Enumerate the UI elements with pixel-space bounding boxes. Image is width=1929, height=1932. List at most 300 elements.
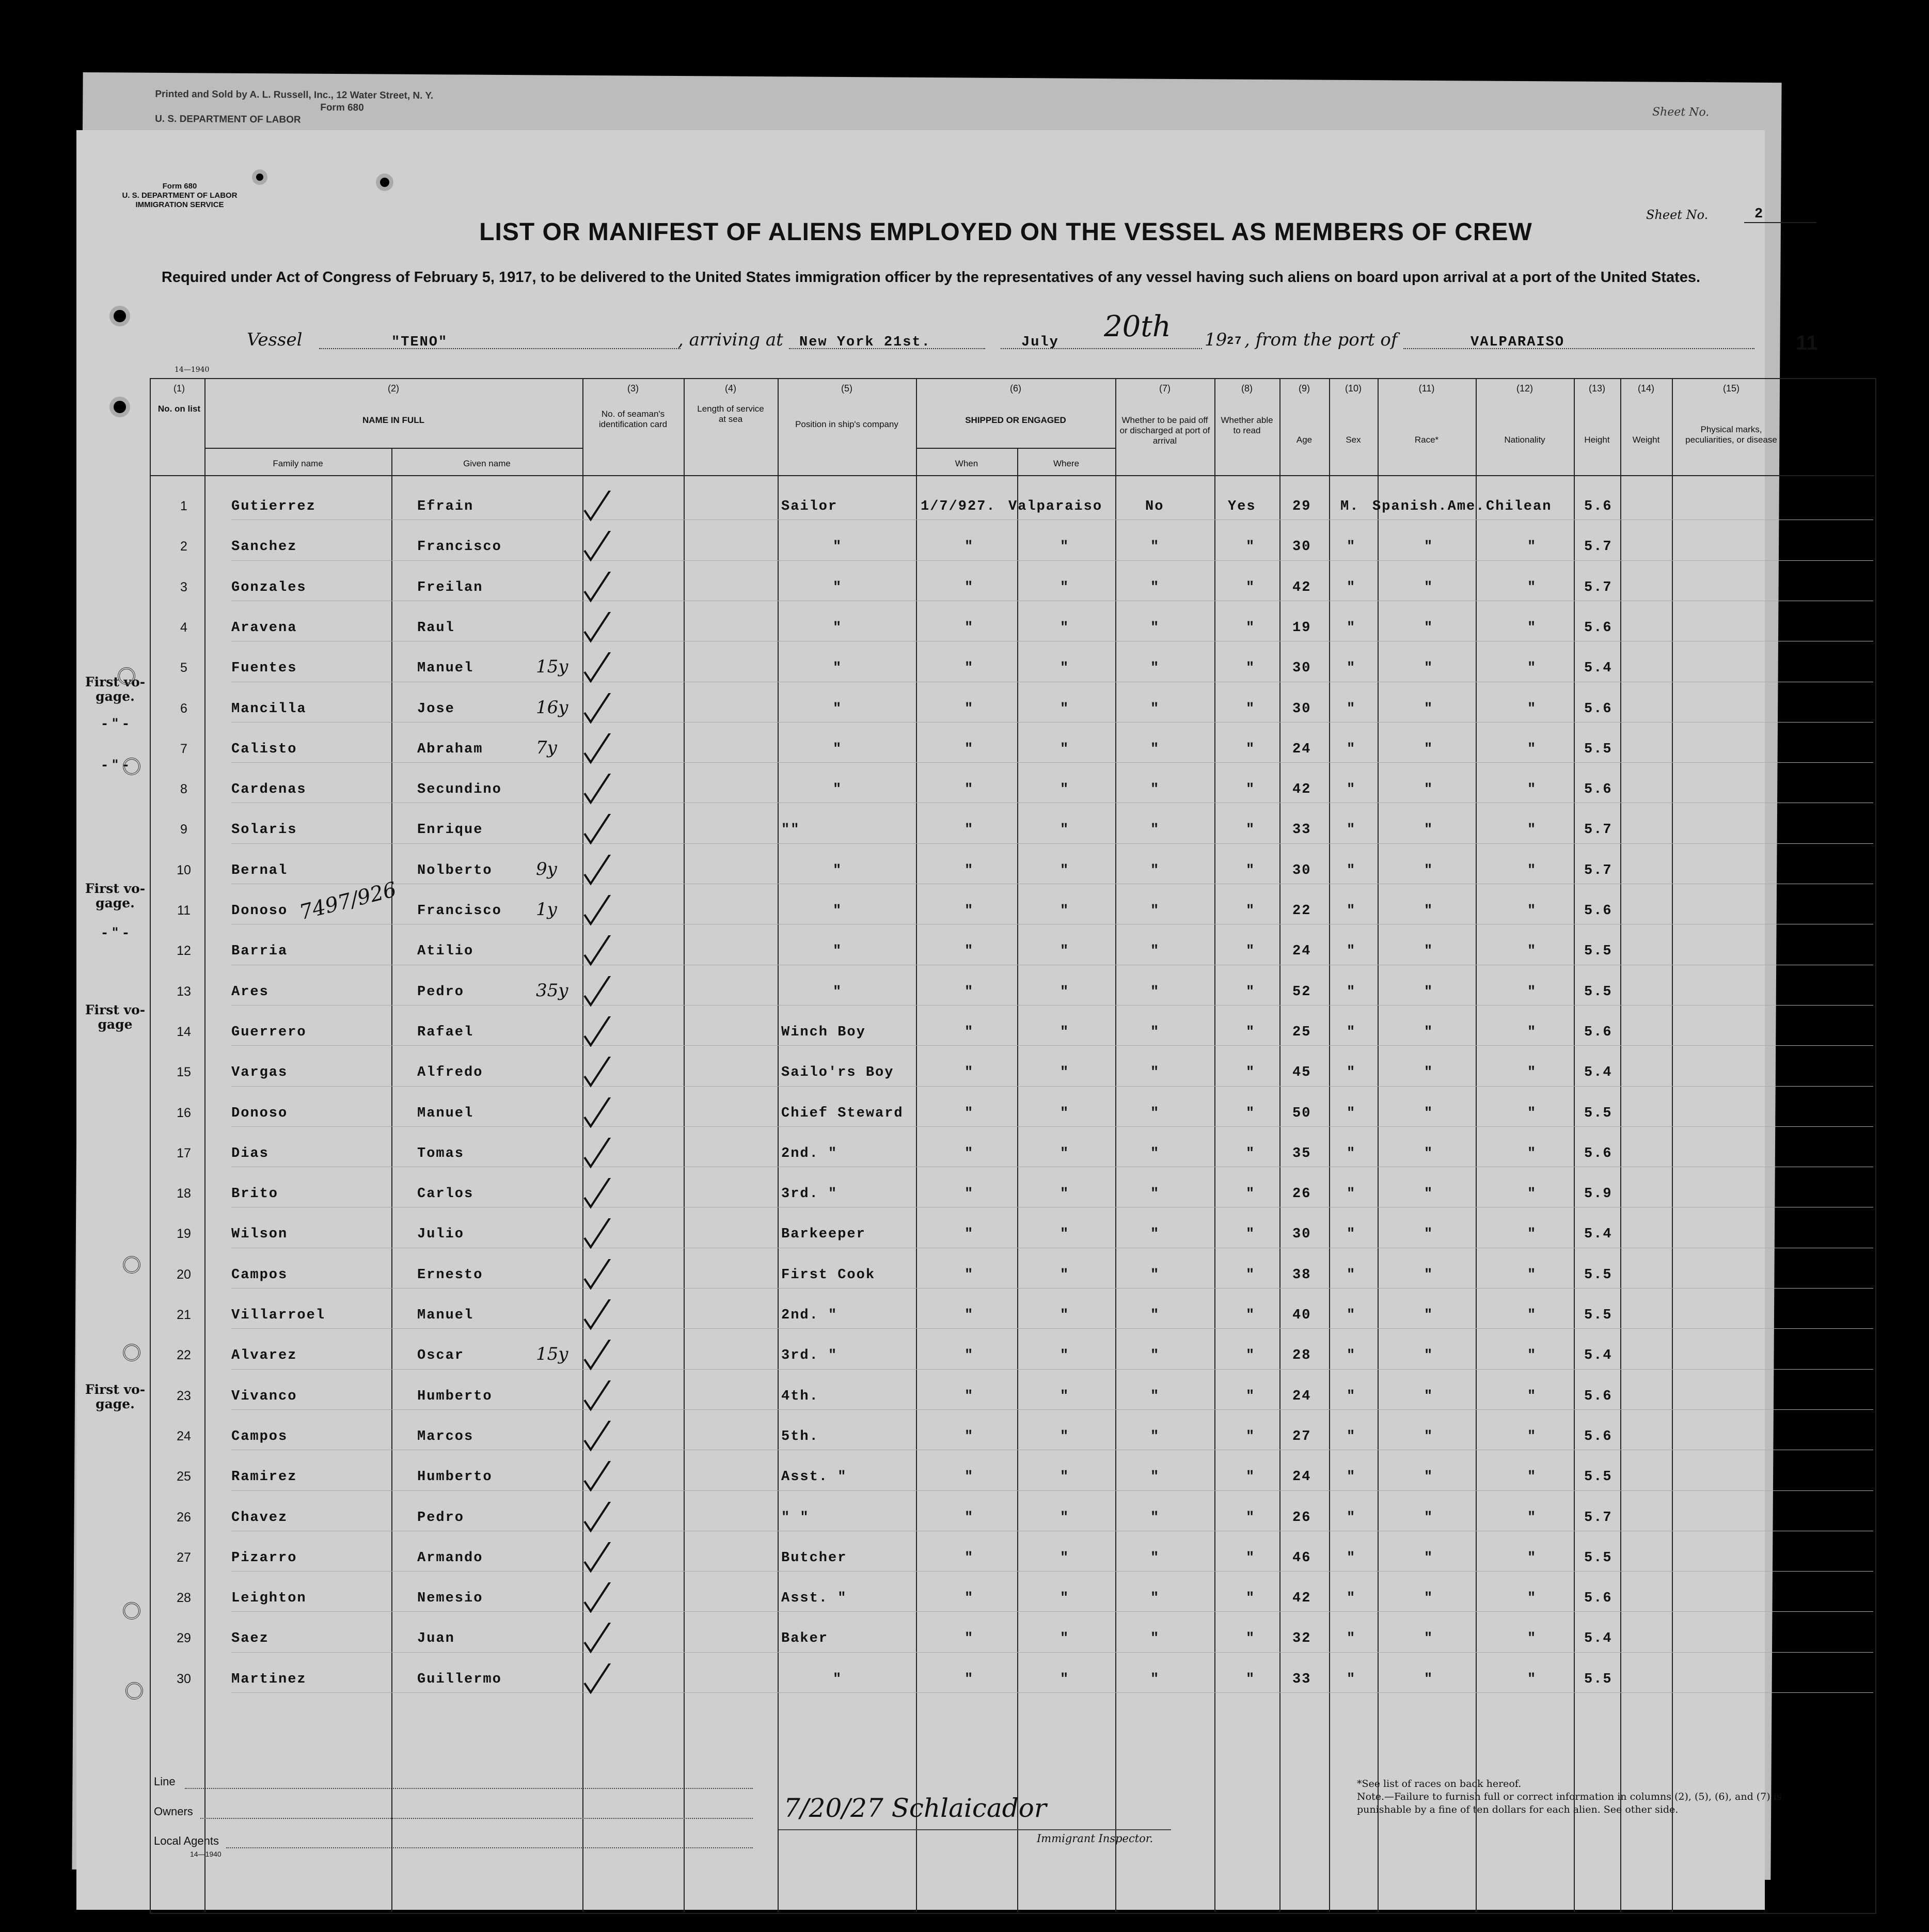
row-number: 27 [177,1550,191,1565]
penalty-note: Note.—Failure to furnish full or correct information in columns (2), (5), (6), and (7) is punishable by a fine of ten dollars for each alien. See other side. [1357,1791,1782,1815]
age: 42 [1292,1591,1311,1607]
able-to-read: " [1246,1227,1256,1243]
position: " [833,620,843,636]
colnum-5: (5) [841,383,852,394]
position: " [833,984,843,1000]
head-paid-off: Whether to be paid off or discharged at port of arrival [1119,415,1210,446]
check-mark [582,652,613,683]
row-number: 5 [180,661,187,676]
race: " [1424,1308,1434,1323]
age: 28 [1292,1348,1311,1364]
given-name: Pedro [417,984,465,1000]
vessel-name: "TENO" [391,335,448,350]
sex: " [1347,539,1356,555]
able-to-read: " [1246,1631,1256,1647]
margin-mark-5 [123,1602,140,1620]
underlying-sheet-number: Sheet No. [1652,105,1710,119]
family-name: Fuentes [231,661,297,677]
given-name: Alfredo [417,1065,483,1081]
shipped-where: " [1060,782,1070,798]
row-rule [231,1086,1873,1087]
able-to-read: " [1246,701,1256,717]
position: " [833,782,843,798]
able-to-read: " [1246,741,1256,757]
divider-c14-end [1672,378,1673,1912]
check-mark [582,572,613,603]
given-name: Ernesto [417,1267,483,1283]
race: " [1424,1105,1434,1121]
shipped-where: " [1060,1186,1070,1202]
paid-off: " [1150,1469,1160,1485]
position: " " [781,1510,810,1526]
nationality: " [1527,984,1537,1000]
height: 5.6 [1584,1388,1612,1404]
family-name: Solaris [231,822,297,838]
position: Baker [781,1631,829,1647]
family-name: Pizarro [231,1550,297,1566]
paid-off: " [1150,1267,1160,1283]
check-mark [582,976,613,1007]
height: 5.5 [1584,984,1612,1000]
race: " [1424,903,1434,919]
position: " [833,1671,843,1687]
vessel-blank [319,348,681,349]
shipped-when: " [964,822,974,838]
paid-off: " [1150,1510,1160,1526]
form-identifier [118,182,242,210]
position: " [833,862,843,878]
given-name: Humberto [417,1469,493,1485]
shipped-where: " [1060,1024,1070,1040]
family-name: Sanchez [231,539,297,555]
check-mark [582,1299,613,1330]
sex: " [1347,1428,1356,1444]
age: 27 [1292,1428,1311,1444]
nationality: " [1527,1510,1537,1526]
given-name: Juan [417,1631,455,1647]
family-name: Ares [231,984,269,1000]
age: 30 [1292,862,1311,878]
position: Asst. " [781,1591,847,1607]
row-number: 13 [177,984,191,999]
shipped-where: " [1060,539,1070,555]
punch-hole-staple [376,174,393,191]
footer-line-label: Line [154,1775,176,1788]
race: " [1424,1671,1434,1687]
margin-note-first-voyage-4: First vo-gage. [85,1382,146,1411]
paid-off: " [1150,1428,1160,1444]
shipped-where: " [1060,944,1070,960]
check-mark [582,1259,613,1290]
age: 22 [1292,903,1311,919]
able-to-read: " [1246,1024,1256,1040]
punch-hole-second [109,397,130,417]
family-name: Campos [231,1428,288,1444]
paid-off: " [1150,1388,1160,1404]
row-rule [231,560,1873,561]
height: 5.5 [1584,741,1612,757]
race: " [1424,944,1434,960]
able-to-read: " [1246,620,1256,636]
age: 26 [1292,1186,1311,1202]
colnum-3: (3) [627,383,639,394]
shipped-where: " [1060,1631,1070,1647]
shipped-where: " [1060,862,1070,878]
age: 30 [1292,1227,1311,1243]
length-of-service: 16y [536,697,568,718]
colnum-9: (9) [1299,383,1310,394]
paid-off: " [1150,1145,1160,1161]
check-mark [582,1542,613,1573]
header-bottom-line [150,475,1874,476]
shipped-where: " [1060,984,1070,1000]
paid-off: " [1150,862,1160,878]
able-to-read: " [1246,1510,1256,1526]
given-name: Jose [417,701,455,717]
shipped-when: 1/7/927. [921,499,996,514]
check-mark [582,1178,613,1209]
given-name: Pedro [417,1510,465,1526]
row-rule [231,1611,1873,1612]
age: 24 [1292,1388,1311,1404]
age: 42 [1292,579,1311,595]
paid-off: " [1150,539,1160,555]
head-where: Where [1053,459,1080,468]
family-name: Wilson [231,1227,288,1243]
row-number: 22 [177,1348,191,1363]
punch-hole-staple-2 [252,169,267,185]
race: " [1424,661,1434,677]
age: 24 [1292,1469,1311,1485]
given-name: Raul [417,620,455,636]
height: 5.7 [1584,1510,1612,1526]
given-name: Rafael [417,1024,474,1040]
nationality: " [1527,539,1537,555]
race: " [1424,1065,1434,1081]
position: " [833,903,843,919]
check-mark [582,855,613,886]
given-name: Manuel [417,1105,474,1121]
head-physical-marks: Physical marks, peculiarities, or disease [1685,425,1777,445]
able-to-read: " [1246,1550,1256,1566]
paid-off: " [1150,1671,1160,1687]
row-rule [231,1045,1873,1046]
year-prefix: 19 [1205,329,1227,350]
crew-table [150,378,1876,1914]
position: 3rd. " [781,1186,838,1202]
form-number: Form 680 [162,182,197,191]
check-mark [582,1663,613,1694]
sex: " [1347,1145,1356,1161]
given-name: Manuel [417,661,474,677]
age: 30 [1292,539,1311,555]
shipped-when: " [964,944,974,960]
able-to-read: " [1246,1348,1256,1364]
race: " [1424,984,1434,1000]
dept-top: U. S. DEPARTMENT OF LABOR [155,113,301,125]
paid-off: " [1150,944,1160,960]
position: Asst. " [781,1469,847,1485]
check-mark [582,1502,613,1533]
row-number: 15 [177,1065,191,1080]
height: 5.7 [1584,862,1612,878]
race: " [1424,1510,1434,1526]
position: Sailor [781,499,838,514]
length-of-service: 9y [536,858,557,879]
row-number: 9 [180,822,187,837]
check-mark [582,1057,613,1088]
age: 45 [1292,1065,1311,1081]
nationality: " [1527,1469,1537,1485]
shipped-where: " [1060,661,1070,677]
check-mark [582,491,613,522]
nationality: " [1527,1428,1537,1444]
nationality: " [1527,1024,1537,1040]
row-rule [231,1652,1873,1653]
shipped-where: " [1060,741,1070,757]
family-name: Alvarez [231,1348,297,1364]
shipped-when: " [964,539,974,555]
sex: " [1347,1469,1356,1485]
paid-off: " [1150,661,1160,677]
shipped-where: " [1060,1105,1070,1121]
sex: " [1347,1065,1356,1081]
shipped-when: " [964,1550,974,1566]
margin-note-first-voyage-1: First vo-gage. [85,674,146,704]
family-name: Mancilla [231,701,307,717]
position: " [833,579,843,595]
race: " [1424,1267,1434,1283]
check-mark [582,733,613,764]
sheet-label: Sheet No. [1646,208,1709,222]
shipped-when: " [964,1105,974,1121]
able-to-read: " [1246,1186,1256,1202]
footer-owners-label: Owners [154,1805,193,1818]
check-mark [582,1016,613,1047]
footer-line-blank [185,1788,753,1789]
paid-off: " [1150,1591,1160,1607]
paid-off: " [1150,741,1160,757]
colnum-2: (2) [388,383,399,394]
row-number: 30 [177,1671,191,1686]
nationality: " [1527,1308,1537,1323]
row-number: 23 [177,1388,191,1403]
colnum-15: (15) [1722,383,1740,394]
height: 5.6 [1584,499,1612,514]
row-rule [231,1369,1873,1370]
nationality: " [1527,1267,1537,1283]
check-mark [582,1582,613,1613]
shipped-where: " [1060,1550,1070,1566]
height: 5.9 [1584,1186,1612,1202]
paid-off: " [1150,701,1160,717]
subtitle: Required under Act of Congress of February 5, 1917, to be delivered to the United States immigration officer by the representatives of any vessel having such aliens on board upon arrival at a port of the United States. [161,269,1701,286]
sex: " [1347,1105,1356,1121]
height: 5.4 [1584,661,1612,677]
margin-mark-3 [123,1256,140,1274]
nationality: " [1527,661,1537,677]
height: 5.7 [1584,579,1612,595]
able-to-read: " [1246,539,1256,555]
nationality: " [1527,944,1537,960]
margin-note-ditto-3: - " - [102,925,129,940]
family-name: Brito [231,1186,279,1202]
row-number: 26 [177,1510,191,1525]
position: " [833,944,843,960]
sex: " [1347,620,1356,636]
row-number: 10 [177,862,191,877]
height: 5.6 [1584,1591,1612,1607]
divider-c1 [204,378,205,1912]
shipped-when: " [964,620,974,636]
check-mark [582,935,613,966]
head-nationality: Nationality [1504,435,1545,445]
length-of-service: 7y [536,737,557,758]
head-when: When [955,459,978,468]
height: 5.5 [1584,1671,1612,1687]
head-length-service: Length of service at sea [697,404,764,424]
given-name: Efrain [417,499,474,514]
head-weight: Weight [1632,435,1660,445]
age: 38 [1292,1267,1311,1283]
age: 24 [1292,944,1311,960]
margin-mark-4 [123,1344,140,1361]
able-to-read: " [1246,1105,1256,1121]
shipped-when: " [964,1145,974,1161]
height: 5.5 [1584,944,1612,960]
shipped-when: " [964,1227,974,1243]
position: " [833,539,843,555]
paid-off: " [1150,822,1160,838]
paid-off: " [1150,1186,1160,1202]
family-name: Donoso [231,903,288,919]
from-label: , from the port of [1244,329,1398,350]
shipped-where: " [1060,1065,1070,1081]
paid-off: " [1150,782,1160,798]
race: " [1424,1145,1434,1161]
shipped-where: " [1060,1428,1070,1444]
age: 25 [1292,1024,1311,1040]
race: " [1424,579,1434,595]
paid-off: " [1150,1348,1160,1364]
shipped-when: " [964,1510,974,1526]
height: 5.6 [1584,1145,1612,1161]
nationality: " [1527,620,1537,636]
divider-c3-end [684,378,685,1912]
head-race: Race* [1414,435,1439,445]
family-name: Saez [231,1631,269,1647]
shipped-where: " [1060,1227,1070,1243]
row-number: 21 [177,1308,191,1322]
divider-c10-end [1378,378,1379,1912]
able-to-read: Yes [1228,499,1256,514]
able-to-read: " [1246,661,1256,677]
able-to-read: " [1246,984,1256,1000]
row-rule [231,1288,1873,1289]
shipped-where: " [1060,1145,1070,1161]
vessel-label: Vessel [247,329,303,350]
check-mark [582,1218,613,1249]
race: " [1424,1591,1434,1607]
check-mark [582,1461,613,1492]
footer-stock-number: 14—1940 [190,1850,222,1858]
position: 2nd. " [781,1308,838,1323]
name-subheader-line [204,448,582,449]
nationality: " [1527,1145,1537,1161]
check-mark [582,1623,613,1654]
divider-c12-end [1574,378,1575,1912]
position: 5th. [781,1428,819,1444]
sex: " [1347,1388,1356,1404]
row-number: 18 [177,1186,191,1201]
race: " [1424,701,1434,717]
family-name: Barria [231,944,288,960]
height: 5.5 [1584,1267,1612,1283]
shipped-when: " [964,579,974,595]
shipped-when: " [964,1591,974,1607]
shipped-when: " [964,1308,974,1323]
nationality: " [1527,1105,1537,1121]
head-shipped: SHIPPED OR ENGAGED [965,415,1066,425]
row-number: 12 [177,944,191,959]
family-name: Campos [231,1267,288,1283]
check-mark [582,895,613,926]
able-to-read: " [1246,1145,1256,1161]
head-age: Age [1296,435,1313,445]
row-number: 4 [180,620,187,635]
given-name: Nemesio [417,1591,483,1607]
nationality: " [1527,862,1537,878]
divider-c9-end [1329,378,1330,1912]
footnote [1357,1778,1822,1816]
height: 5.4 [1584,1227,1612,1243]
shipped-when: " [964,1671,974,1687]
given-name: Guillermo [417,1671,502,1687]
paid-off: " [1150,1024,1160,1040]
able-to-read: " [1246,1267,1256,1283]
shipped-where: " [1060,1348,1070,1364]
age: 46 [1292,1550,1311,1566]
shipped-when: " [964,1267,974,1283]
shipped-where: " [1060,1671,1070,1687]
port-blank [1403,348,1754,349]
nationality: " [1527,1186,1537,1202]
sex: " [1347,1308,1356,1323]
race: " [1424,1631,1434,1647]
sex: M. [1340,499,1359,514]
age: 26 [1292,1510,1311,1526]
family-name: Guerrero [231,1024,307,1040]
family-name: Aravena [231,620,297,636]
race: " [1424,1348,1434,1364]
head-able-to-read: Whether able to read [1221,415,1273,435]
nationality: " [1527,822,1537,838]
head-sex: Sex [1346,435,1361,445]
underlying-header [155,88,433,127]
family-name: Vivanco [231,1388,297,1404]
nationality: " [1527,1550,1537,1566]
shipped-when: " [964,984,974,1000]
colnum-1: (1) [173,383,185,394]
given-name: Julio [417,1227,465,1243]
shipped-where: " [1060,701,1070,717]
colnum-7: (7) [1159,383,1171,394]
check-mark [582,1421,613,1452]
shipped-where: " [1060,620,1070,636]
shipped-when: " [964,1469,974,1485]
head-id-card: No. of seaman's identification card [598,409,668,429]
head-position: Position in ship's company [795,419,898,429]
